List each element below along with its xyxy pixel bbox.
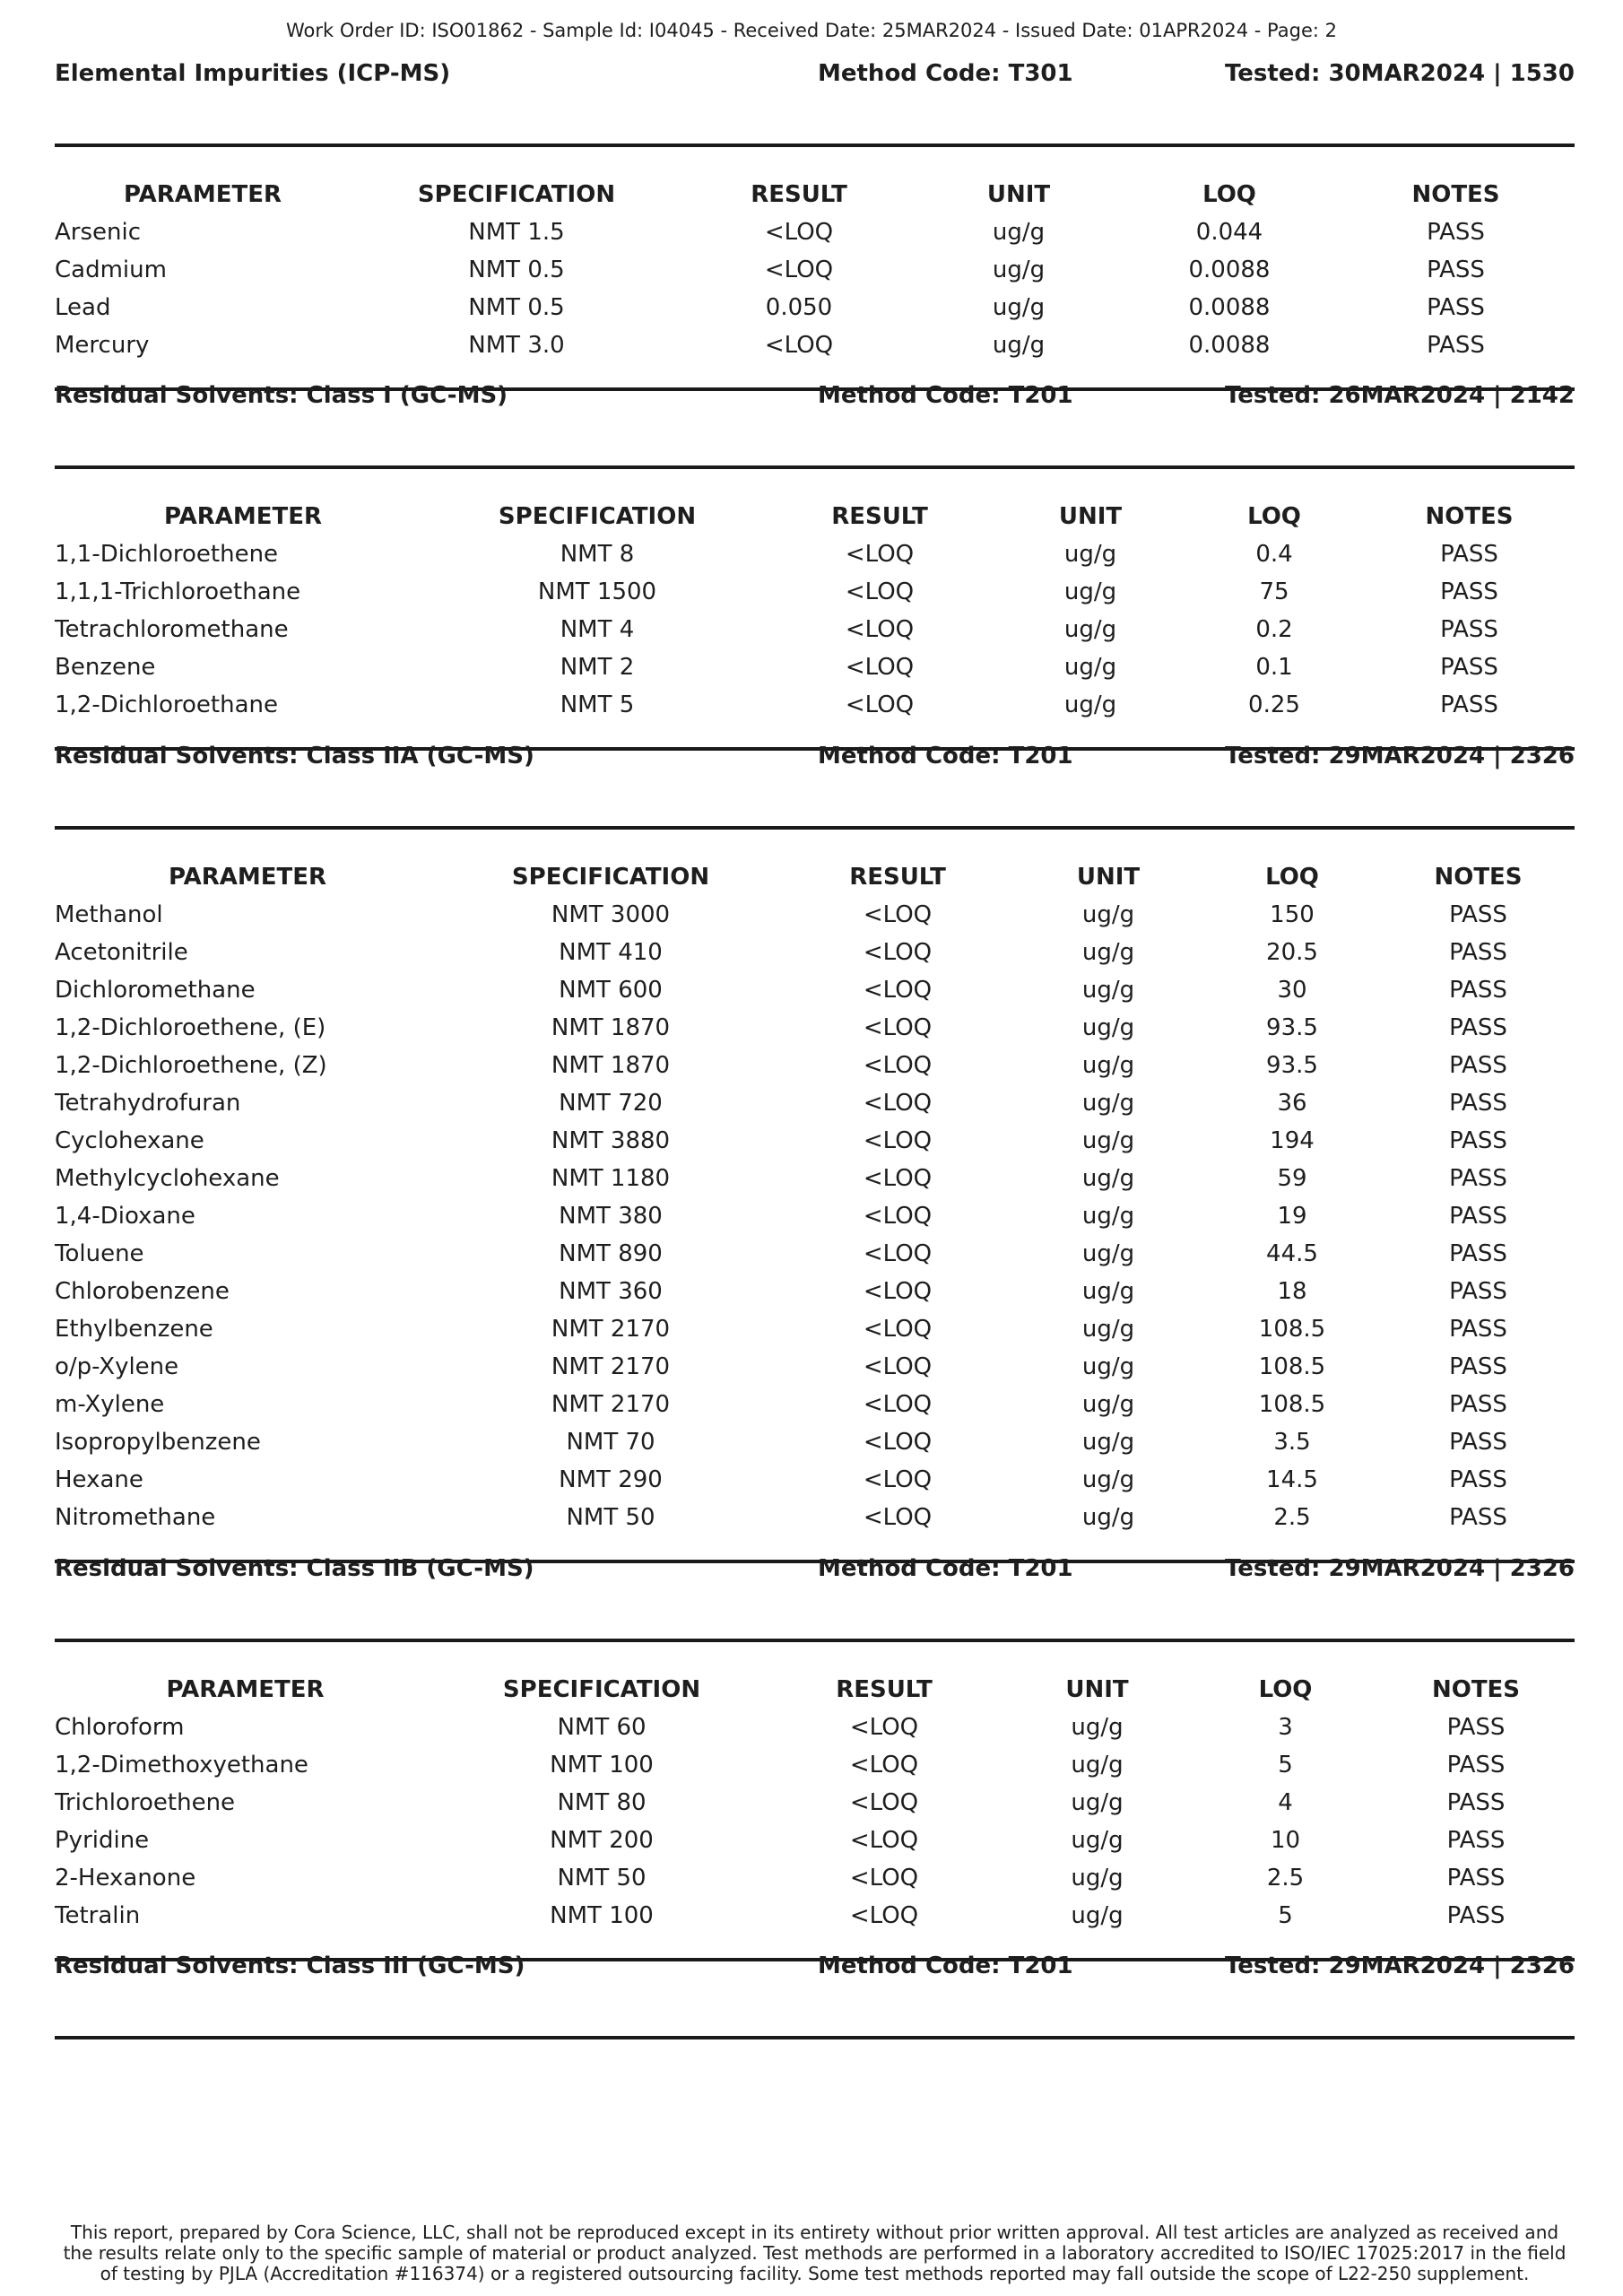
result-cell: <LOQ: [863, 1429, 933, 1456]
section-title: Elemental Impurities (ICP-MS): [55, 60, 451, 87]
method-code: Method Code: T201: [818, 382, 1073, 409]
loq-cell: 20.5: [1266, 939, 1318, 966]
unit-cell: ug/g: [1063, 541, 1117, 568]
loq-cell: 18: [1277, 1278, 1307, 1305]
table-row: [55, 971, 1575, 1009]
table-row: [55, 573, 1575, 611]
result-cell: <LOQ: [849, 1865, 919, 1892]
parameter-cell: Hexane: [55, 1466, 143, 1493]
unit-cell: ug/g: [992, 257, 1046, 283]
section-class-iia: [55, 740, 1575, 1563]
unit-cell: ug/g: [1063, 691, 1117, 718]
specification-cell: NMT 60: [557, 1714, 647, 1741]
table-row: [55, 1235, 1575, 1273]
parameter-cell: 1,1,1-Trichloroethane: [55, 578, 301, 605]
table-row: [55, 1822, 1575, 1859]
unit-cell: ug/g: [1063, 654, 1117, 681]
specification-cell: NMT 2170: [551, 1391, 671, 1418]
unit-cell: ug/g: [1081, 1466, 1135, 1493]
result-cell: <LOQ: [863, 1203, 933, 1230]
specification-cell: NMT 360: [559, 1278, 663, 1305]
col-specification: SPECIFICATION: [511, 864, 710, 891]
parameter-cell: Methylcyclohexane: [55, 1165, 280, 1192]
notes-cell: PASS: [1440, 654, 1498, 681]
method-code: Method Code: T301: [818, 60, 1073, 87]
parameter-cell: Tetrachloromethane: [55, 616, 289, 643]
loq-cell: 0.1: [1255, 654, 1293, 681]
parameter-cell: 1,2-Dichloroethane: [55, 691, 278, 718]
result-cell: <LOQ: [845, 578, 915, 605]
loq-cell: 3.5: [1273, 1429, 1311, 1456]
col-specification: SPECIFICATION: [502, 1676, 701, 1703]
result-cell: <LOQ: [849, 1789, 919, 1816]
loq-cell: 93.5: [1266, 1052, 1318, 1079]
specification-cell: NMT 720: [559, 1090, 663, 1117]
specification-cell: NMT 1870: [551, 1014, 671, 1041]
loq-cell: 59: [1277, 1165, 1307, 1192]
parameter-cell: Lead: [55, 294, 111, 321]
table-row: [55, 1310, 1575, 1348]
parameter-cell: Isopropylbenzene: [55, 1429, 261, 1456]
report-header: Work Order ID: ISO01862 - Sample Id: I04045 - Received Date: 25MAR2024 - Issued Date: 01APR2024 - Page: 2: [286, 20, 1337, 41]
result-cell: <LOQ: [863, 1391, 933, 1418]
table-row: [55, 535, 1575, 573]
parameter-cell: Chloroform: [55, 1714, 185, 1741]
specification-cell: NMT 380: [559, 1203, 663, 1230]
specification-cell: NMT 890: [559, 1240, 663, 1267]
table-row: [55, 1122, 1575, 1160]
specification-cell: NMT 70: [566, 1429, 655, 1456]
unit-cell: ug/g: [1081, 939, 1135, 966]
loq-cell: 4: [1278, 1789, 1293, 1816]
parameter-cell: 2-Hexanone: [55, 1865, 196, 1892]
unit-cell: ug/g: [1071, 1752, 1124, 1779]
specification-cell: NMT 1.5: [468, 219, 565, 246]
parameter-cell: Cyclohexane: [55, 1127, 204, 1154]
specification-cell: NMT 100: [550, 1902, 654, 1929]
table-row: [55, 611, 1575, 648]
specification-cell: NMT 290: [559, 1466, 663, 1493]
col-notes: NOTES: [1431, 1676, 1521, 1703]
unit-cell: ug/g: [1071, 1902, 1124, 1929]
notes-cell: PASS: [1446, 1752, 1506, 1779]
notes-cell: PASS: [1449, 1052, 1507, 1079]
table-row: [55, 1746, 1575, 1784]
col-result: RESULT: [849, 864, 946, 891]
loq-cell: 0.4: [1255, 541, 1293, 568]
loq-cell: 0.2: [1255, 616, 1293, 643]
table-row: [55, 1423, 1575, 1461]
parameter-cell: Dichloromethane: [55, 977, 256, 1004]
loq-cell: 30: [1277, 977, 1307, 1004]
unit-cell: ug/g: [1081, 1316, 1135, 1343]
section-class-i: [55, 379, 1575, 751]
table-row: [55, 1709, 1575, 1746]
notes-cell: PASS: [1427, 332, 1485, 359]
loq-cell: 36: [1277, 1090, 1307, 1117]
specification-cell: NMT 600: [559, 977, 663, 1004]
col-unit: UNIT: [1065, 1676, 1129, 1703]
specification-cell: NMT 410: [559, 939, 663, 966]
tested-date: Tested: 29MAR2024 | 2326: [1224, 1952, 1575, 1979]
specification-cell: NMT 1500: [537, 578, 657, 605]
unit-cell: ug/g: [1081, 1052, 1135, 1079]
parameter-cell: 1,4-Dioxane: [55, 1203, 195, 1230]
specification-cell: NMT 4: [560, 616, 635, 643]
unit-cell: ug/g: [1081, 901, 1135, 928]
result-cell: <LOQ: [849, 1902, 919, 1929]
result-cell: <LOQ: [849, 1714, 919, 1741]
parameter-cell: Benzene: [55, 654, 156, 681]
section-heading: [55, 740, 1575, 830]
col-result: RESULT: [831, 503, 928, 530]
unit-cell: ug/g: [1081, 1278, 1135, 1305]
parameter-cell: Tetrahydrofuran: [55, 1090, 241, 1117]
col-parameter: PARAMETER: [168, 864, 327, 891]
specification-cell: NMT 100: [550, 1752, 654, 1779]
parameter-cell: Nitromethane: [55, 1504, 216, 1531]
notes-cell: PASS: [1449, 1278, 1507, 1305]
table-header-row: [55, 1671, 1575, 1709]
loq-cell: 2.5: [1273, 1504, 1311, 1531]
notes-cell: PASS: [1449, 901, 1507, 928]
table-header-row: [55, 176, 1575, 213]
specification-cell: NMT 1180: [551, 1165, 671, 1192]
col-notes: NOTES: [1434, 864, 1523, 891]
parameter-cell: o/p-Xylene: [55, 1353, 179, 1380]
section-title: Residual Solvents: Class IIA (GC-MS): [55, 743, 534, 770]
col-result: RESULT: [751, 181, 847, 208]
result-cell: <LOQ: [863, 977, 933, 1004]
unit-cell: ug/g: [1081, 1203, 1135, 1230]
specification-cell: NMT 200: [550, 1827, 654, 1854]
section-class-iii: [55, 1950, 1575, 2039]
loq-cell: 3: [1278, 1714, 1293, 1741]
loq-cell: 75: [1259, 578, 1289, 605]
col-loq: LOQ: [1265, 864, 1319, 891]
table-row: [55, 1499, 1575, 1536]
parameter-cell: Tetralin: [55, 1902, 141, 1929]
col-loq: LOQ: [1258, 1676, 1313, 1703]
section-elemental-impurities: [55, 57, 1575, 391]
result-cell: <LOQ: [845, 654, 915, 681]
result-cell: <LOQ: [863, 1316, 933, 1343]
unit-cell: ug/g: [992, 219, 1046, 246]
unit-cell: ug/g: [1071, 1714, 1124, 1741]
col-parameter: PARAMETER: [123, 181, 282, 208]
method-code: Method Code: T201: [818, 1952, 1073, 1979]
col-unit: UNIT: [1076, 864, 1141, 891]
parameter-cell: 1,2-Dichloroethene, (E): [55, 1014, 326, 1041]
notes-cell: PASS: [1449, 939, 1507, 966]
method-code: Method Code: T201: [818, 1555, 1073, 1582]
result-cell: <LOQ: [845, 541, 915, 568]
parameter-cell: Toluene: [55, 1240, 144, 1267]
unit-cell: ug/g: [992, 332, 1046, 359]
notes-cell: PASS: [1440, 691, 1498, 718]
col-unit: UNIT: [1058, 503, 1123, 530]
col-result: RESULT: [836, 1676, 933, 1703]
notes-cell: PASS: [1446, 1827, 1506, 1854]
specification-cell: NMT 2: [560, 654, 635, 681]
unit-cell: ug/g: [1081, 1127, 1135, 1154]
table-row: [55, 934, 1575, 971]
table-row: [55, 1461, 1575, 1499]
notes-cell: PASS: [1449, 1014, 1507, 1041]
unit-cell: ug/g: [992, 294, 1046, 321]
loq-cell: 0.0088: [1188, 294, 1271, 321]
result-cell: 0.050: [765, 294, 833, 321]
notes-cell: PASS: [1449, 1504, 1507, 1531]
parameter-cell: Cadmium: [55, 257, 167, 283]
table-row: [55, 1784, 1575, 1822]
notes-cell: PASS: [1449, 977, 1507, 1004]
table-row: [55, 686, 1575, 724]
table-row: [55, 1273, 1575, 1310]
notes-cell: PASS: [1446, 1714, 1506, 1741]
col-notes: NOTES: [1425, 503, 1514, 530]
table-header-row: [55, 498, 1575, 535]
parameter-cell: m-Xylene: [55, 1391, 165, 1418]
notes-cell: PASS: [1449, 1316, 1507, 1343]
loq-cell: 2.5: [1266, 1865, 1305, 1892]
table-row: [55, 213, 1575, 251]
result-cell: <LOQ: [764, 257, 834, 283]
notes-cell: PASS: [1449, 1353, 1507, 1380]
unit-cell: ug/g: [1081, 1014, 1135, 1041]
result-cell: <LOQ: [764, 219, 834, 246]
unit-cell: ug/g: [1081, 1429, 1135, 1456]
notes-cell: PASS: [1427, 257, 1485, 283]
table-row: [55, 1047, 1575, 1084]
result-cell: <LOQ: [863, 1052, 933, 1079]
result-cell: <LOQ: [845, 691, 915, 718]
parameter-cell: Pyridine: [55, 1827, 150, 1854]
notes-cell: PASS: [1427, 294, 1485, 321]
unit-cell: ug/g: [1081, 1353, 1135, 1380]
parameter-cell: Chlorobenzene: [55, 1278, 230, 1305]
section-title: Residual Solvents: Class III (GC-MS): [55, 1952, 525, 1979]
parameter-cell: 1,2-Dichloroethene, (Z): [55, 1052, 327, 1079]
section-heading: [55, 57, 1575, 147]
section-heading: [55, 1552, 1575, 1642]
loq-cell: 194: [1270, 1127, 1315, 1154]
result-cell: <LOQ: [863, 1278, 933, 1305]
loq-cell: 0.25: [1248, 691, 1300, 718]
unit-cell: ug/g: [1063, 616, 1117, 643]
results-table: [55, 858, 1575, 1536]
loq-cell: 5: [1278, 1752, 1293, 1779]
specification-cell: NMT 50: [566, 1504, 655, 1531]
specification-cell: NMT 50: [557, 1865, 647, 1892]
result-cell: <LOQ: [863, 1014, 933, 1041]
specification-cell: NMT 3.0: [468, 332, 565, 359]
notes-cell: PASS: [1449, 1429, 1507, 1456]
section-class-iib: [55, 1552, 1575, 1961]
results-table: [55, 1671, 1575, 1935]
unit-cell: ug/g: [1081, 977, 1135, 1004]
loq-cell: 44.5: [1266, 1240, 1318, 1267]
col-loq: LOQ: [1202, 181, 1256, 208]
loq-cell: 108.5: [1258, 1316, 1326, 1343]
parameter-cell: Arsenic: [55, 219, 142, 246]
notes-cell: PASS: [1449, 1165, 1507, 1192]
parameter-cell: Mercury: [55, 332, 150, 359]
section-heading: [55, 1950, 1575, 2039]
specification-cell: NMT 1870: [551, 1052, 671, 1079]
method-code: Method Code: T201: [818, 743, 1073, 770]
notes-cell: PASS: [1446, 1902, 1506, 1929]
table-row: [55, 326, 1575, 364]
table-row: [55, 1859, 1575, 1897]
loq-cell: 108.5: [1258, 1391, 1326, 1418]
unit-cell: ug/g: [1063, 578, 1117, 605]
unit-cell: ug/g: [1081, 1090, 1135, 1117]
section-title: Residual Solvents: Class IIB (GC-MS): [55, 1555, 534, 1582]
loq-cell: 108.5: [1258, 1353, 1326, 1380]
notes-cell: PASS: [1449, 1391, 1507, 1418]
result-cell: <LOQ: [863, 1127, 933, 1154]
unit-cell: ug/g: [1071, 1865, 1124, 1892]
tested-date: Tested: 29MAR2024 | 2326: [1224, 743, 1575, 770]
specification-cell: NMT 2170: [551, 1316, 671, 1343]
table-row: [55, 1197, 1575, 1235]
result-cell: <LOQ: [863, 939, 933, 966]
notes-cell: PASS: [1449, 1090, 1507, 1117]
table-row: [55, 289, 1575, 326]
loq-cell: 5: [1278, 1902, 1293, 1929]
table-row: [55, 1897, 1575, 1935]
unit-cell: ug/g: [1081, 1240, 1135, 1267]
col-specification: SPECIFICATION: [417, 181, 616, 208]
parameter-cell: Ethylbenzene: [55, 1316, 213, 1343]
result-cell: <LOQ: [863, 1353, 933, 1380]
col-loq: LOQ: [1247, 503, 1301, 530]
table-row: [55, 1348, 1575, 1386]
unit-cell: ug/g: [1081, 1165, 1135, 1192]
result-cell: <LOQ: [863, 1504, 933, 1531]
table-row: [55, 648, 1575, 686]
result-cell: <LOQ: [863, 901, 933, 928]
table-row: [55, 1084, 1575, 1122]
result-cell: <LOQ: [849, 1752, 919, 1779]
parameter-cell: 1,1-Dichloroethene: [55, 541, 279, 568]
result-cell: <LOQ: [863, 1240, 933, 1267]
col-notes: NOTES: [1411, 181, 1500, 208]
col-parameter: PARAMETER: [163, 503, 323, 530]
col-parameter: PARAMETER: [166, 1676, 325, 1703]
table-row: [55, 896, 1575, 934]
loq-cell: 93.5: [1266, 1014, 1318, 1041]
notes-cell: PASS: [1449, 1466, 1507, 1493]
loq-cell: 10: [1270, 1827, 1301, 1854]
notes-cell: PASS: [1449, 1203, 1507, 1230]
table-row: [55, 1009, 1575, 1047]
result-cell: <LOQ: [863, 1090, 933, 1117]
parameter-cell: Methanol: [55, 901, 163, 928]
table-row: [55, 1160, 1575, 1197]
parameter-cell: 1,2-Dimethoxyethane: [55, 1752, 308, 1779]
specification-cell: NMT 5: [560, 691, 635, 718]
notes-cell: PASS: [1449, 1127, 1507, 1154]
report-disclaimer: This report, prepared by Cora Science, LLC, shall not be reproduced except in its entirety without prior written approval. All test articles are analyzed as received and the results relate only to the specific sample of material or product analyzed. Test methods are performed in a laboratory accredited to ISO/IEC 17025:2017 in the field of testing by PJLA (Accreditation #116374) or a registered outsourcing facility. Some test methods reported may fall outside the scope of L22-250 supplement.: [63, 2222, 1567, 2284]
table-row: [55, 251, 1575, 289]
notes-cell: PASS: [1446, 1865, 1506, 1892]
parameter-cell: Trichloroethene: [55, 1789, 236, 1816]
unit-cell: ug/g: [1081, 1391, 1135, 1418]
loq-cell: 150: [1270, 901, 1315, 928]
notes-cell: PASS: [1440, 578, 1498, 605]
tested-date: Tested: 29MAR2024 | 2326: [1224, 1555, 1575, 1582]
result-cell: <LOQ: [845, 616, 915, 643]
notes-cell: PASS: [1440, 541, 1498, 568]
result-cell: <LOQ: [863, 1165, 933, 1192]
results-table: [55, 176, 1575, 364]
specification-cell: NMT 0.5: [468, 294, 565, 321]
loq-cell: 0.044: [1195, 219, 1263, 246]
results-table: [55, 498, 1575, 724]
result-cell: <LOQ: [849, 1827, 919, 1854]
specification-cell: NMT 3880: [551, 1127, 671, 1154]
notes-cell: PASS: [1446, 1789, 1506, 1816]
result-cell: <LOQ: [863, 1466, 933, 1493]
notes-cell: PASS: [1427, 219, 1485, 246]
unit-cell: ug/g: [1071, 1827, 1124, 1854]
specification-cell: NMT 2170: [551, 1353, 671, 1380]
unit-cell: ug/g: [1071, 1789, 1124, 1816]
section-heading: [55, 379, 1575, 469]
tested-date: Tested: 26MAR2024 | 2142: [1224, 382, 1575, 409]
result-cell: <LOQ: [764, 332, 834, 359]
loq-cell: 0.0088: [1188, 332, 1271, 359]
notes-cell: PASS: [1440, 616, 1498, 643]
col-unit: UNIT: [986, 181, 1051, 208]
specification-cell: NMT 80: [557, 1789, 647, 1816]
table-row: [55, 1386, 1575, 1423]
specification-cell: NMT 3000: [551, 901, 671, 928]
col-specification: SPECIFICATION: [498, 503, 697, 530]
parameter-cell: Acetonitrile: [55, 939, 188, 966]
specification-cell: NMT 0.5: [468, 257, 565, 283]
loq-cell: 0.0088: [1188, 257, 1271, 283]
loq-cell: 14.5: [1266, 1466, 1318, 1493]
notes-cell: PASS: [1449, 1240, 1507, 1267]
table-header-row: [55, 858, 1575, 896]
unit-cell: ug/g: [1081, 1504, 1135, 1531]
specification-cell: NMT 8: [560, 541, 635, 568]
tested-date: Tested: 30MAR2024 | 1530: [1224, 60, 1575, 87]
loq-cell: 19: [1277, 1203, 1307, 1230]
section-title: Residual Solvents: Class I (GC-MS): [55, 382, 508, 409]
